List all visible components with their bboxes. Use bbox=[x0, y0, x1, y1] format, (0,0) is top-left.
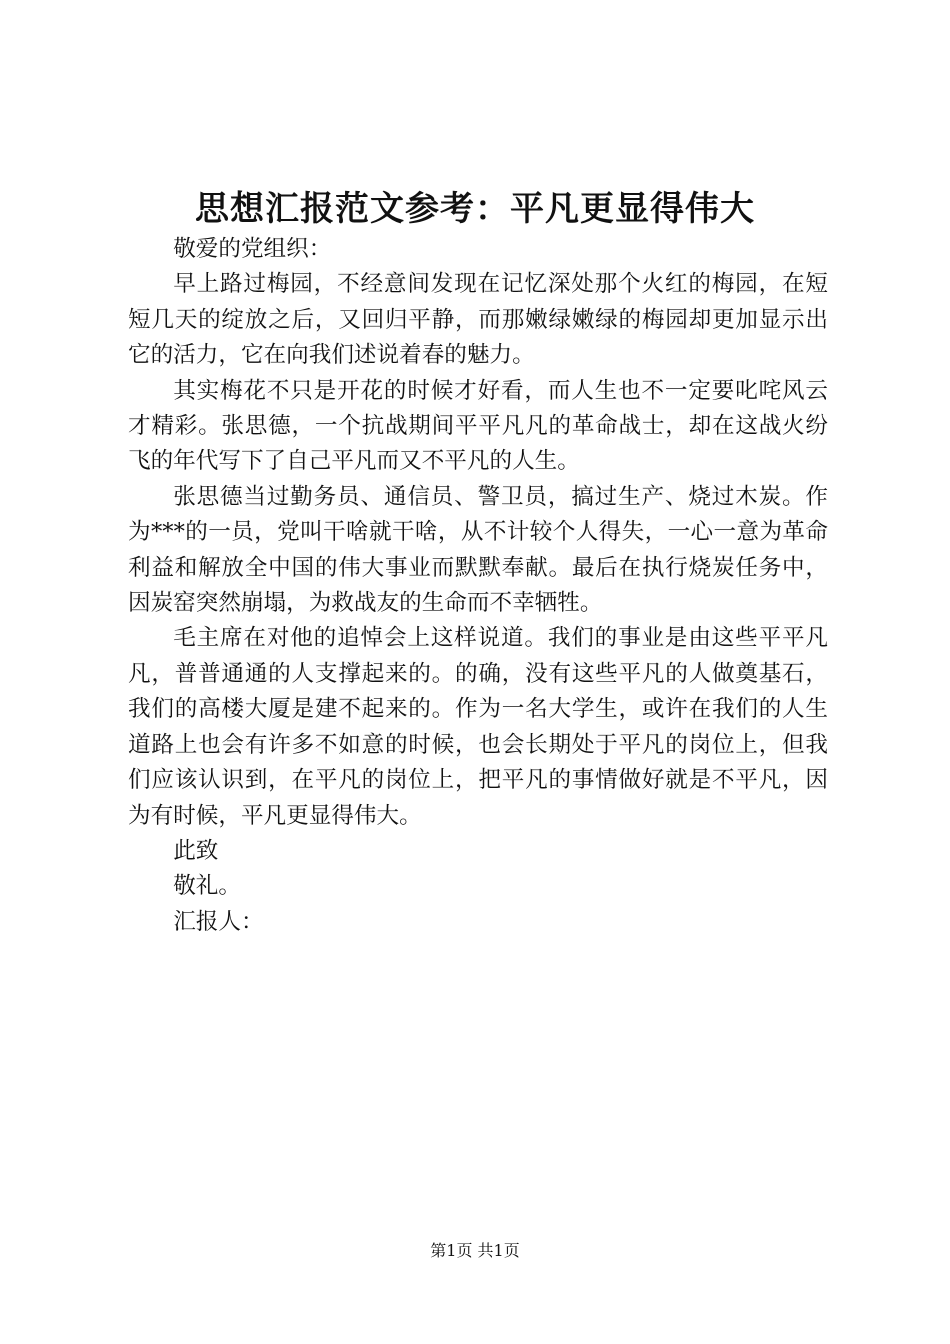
closing-salute: 敬礼。 bbox=[173, 873, 241, 900]
salutation: 敬爱的党组织： bbox=[173, 236, 332, 262]
body-paragraph: 早上路过梅园，不经意间发现在记忆深处那个火红的梅园，在短短几天的绽放之后，又回归平静，而那嫩绿嫩绿的梅园却更加显示出它的活力，它在向我们述说着春的魅力。 bbox=[128, 271, 828, 369]
body-paragraph: 其实梅花不只是开花的时候才好看，而人生也不一定要叱咤风云才精彩。张思德，一个抗战期间平平凡凡的革命战士，却在这战火纷飞的年代写下了自己平凡而又不平凡的人生。 bbox=[128, 377, 828, 475]
body-paragraph: 毛主席在对他的追悼会上这样说道。我们的事业是由这些平平凡凡，普普通通的人支撑起来的。的确，没有这些平凡的人做奠基石，我们的高楼大厦是建不起来的。作为一名大学生，或许在我们的人生道路上也会有许多不如意的时候，也会长期处于平凡的岗位上，但我们应该认识到，在平凡的岗位上，把平凡的事情做好就是不平凡，因为有时候，平凡更显得伟大。 bbox=[128, 625, 828, 829]
closing-line: 此致 bbox=[173, 837, 219, 864]
document-body bbox=[128, 232, 828, 940]
document-title: 思想汇报范文参考：平凡更显得伟大 bbox=[195, 189, 755, 229]
page-number: 第1页 共1页 bbox=[430, 1241, 520, 1260]
signature-label: 汇报人： bbox=[173, 908, 264, 935]
body-paragraph: 张思德当过勤务员、通信员、警卫员，搞过生产、烧过木炭。作为***的一员，党叫干啥就干啥，从不计较个人得失，一心一意为革命利益和解放全中国的伟大事业而默默奉献。最后在执行烧炭任务中，因炭窑突然崩塌，为救战友的生命而不幸牺牲。 bbox=[128, 483, 828, 617]
